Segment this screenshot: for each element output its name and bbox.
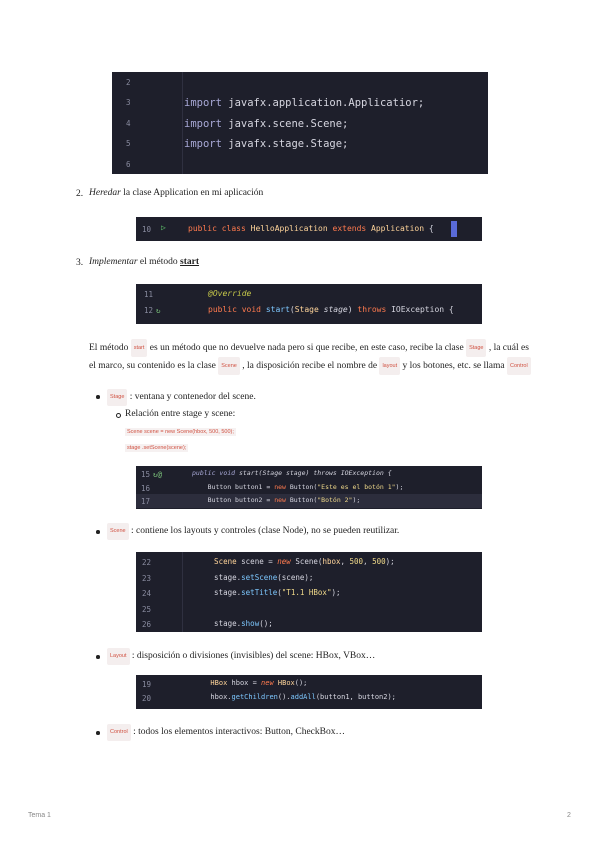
code-token: ().: [277, 693, 291, 701]
line-number: 22: [142, 558, 152, 567]
code-line: [188, 224, 434, 233]
code-line: [112, 154, 488, 174]
code-text: [202, 679, 307, 687]
code-line: [136, 494, 482, 508]
line-number: 26: [142, 620, 152, 629]
code-line: [112, 113, 488, 133]
code-token: Scene(: [295, 557, 323, 566]
list-number: 3.: [76, 258, 84, 268]
code-text: [192, 496, 360, 504]
code-line: [112, 133, 488, 153]
code-token: javafx.scene.Scene;: [228, 117, 349, 130]
code-token: getChildren: [231, 693, 278, 701]
line-number: 19: [142, 680, 152, 689]
bullet-scene: Scene : contiene los layouts y controles (clase Node), no se pueden reutilizar.: [107, 523, 399, 540]
code-token: HBox: [202, 679, 232, 687]
code-token: (button1, button2);: [315, 693, 396, 701]
code-text: [208, 289, 251, 298]
code-token: setTitle: [241, 588, 278, 597]
code-block-hbox: [136, 675, 482, 709]
code-block-class: [136, 217, 482, 241]
code-text: [192, 483, 403, 491]
code-token: public: [208, 305, 242, 314]
code-block-imports: [112, 72, 488, 174]
code-token: @Override: [208, 289, 252, 298]
code-token: stage.: [196, 572, 242, 582]
code-token: stage.: [196, 619, 242, 628]
code-token: );: [352, 496, 361, 504]
code-token: new: [261, 679, 278, 687]
code-line: [136, 691, 482, 705]
code-token: stage: [323, 305, 348, 314]
code-block-start: [136, 284, 482, 324]
code-line: [136, 467, 482, 481]
line-number: 4: [126, 118, 131, 128]
code-token: (scene);: [277, 572, 314, 582]
code-line: [136, 585, 482, 601]
code-token: ,: [340, 557, 350, 566]
code-token: Button button2 =: [192, 496, 275, 504]
code-snippet-setscene: stage .setScene(scene);: [127, 445, 187, 451]
line-number: 17: [141, 497, 151, 506]
code-block-buttons: [136, 466, 482, 509]
code-text: [192, 469, 392, 477]
line-number: 11: [144, 290, 154, 299]
code-token: hbox =: [231, 679, 262, 687]
code-token: hbox.: [202, 693, 232, 701]
code-token: setScene: [241, 572, 278, 582]
gutter-icon: ↻: [156, 306, 161, 315]
code-text: [184, 118, 348, 130]
run-icon: ▷: [161, 223, 166, 232]
line-number: 6: [126, 159, 131, 169]
line-number: 2: [126, 78, 131, 87]
code-token: 500: [372, 557, 386, 566]
code-line: [136, 302, 482, 318]
code-token: addAll: [290, 693, 316, 701]
code-token: 500: [349, 557, 364, 566]
code-line: [136, 601, 482, 617]
code-token: ,: [363, 557, 373, 566]
bullet-dot: [96, 395, 100, 399]
code-line: [136, 554, 482, 570]
code-text: [208, 305, 454, 314]
code-token: public: [188, 224, 222, 233]
code-token: Application: [371, 224, 429, 233]
line-number: 23: [142, 573, 152, 583]
code-token: HelloApplication: [250, 224, 333, 233]
list-number: 2.: [76, 189, 84, 199]
code-token: IOException {: [391, 305, 454, 314]
code-token: HBox: [277, 679, 295, 687]
bullet-stage: Stage : ventana y contenedor del scene.: [107, 389, 256, 406]
code-line: [112, 72, 488, 92]
code-token: start: [265, 305, 290, 314]
code-token: Button(: [289, 482, 318, 491]
code-token: class: [221, 224, 251, 233]
code-token: start(Stage stage) throws IOException {: [238, 469, 392, 477]
code-token: ();: [259, 619, 273, 628]
code-token: new: [274, 482, 290, 491]
code-token: throws: [357, 305, 392, 314]
code-token: void: [241, 305, 266, 314]
code-token: hbox: [322, 557, 341, 566]
code-token: new: [277, 557, 296, 566]
code-token: Button button1 =: [192, 482, 275, 491]
code-token: void: [219, 469, 239, 477]
sub-bullet-circle: [116, 413, 121, 418]
code-text: [196, 619, 273, 628]
code-token: ();: [294, 679, 308, 687]
bullet-dot: [96, 655, 100, 659]
code-token: public: [192, 469, 220, 477]
code-token: (: [289, 305, 295, 314]
code-text: [202, 693, 396, 701]
code-token: Scene: [196, 557, 242, 566]
code-line: [136, 570, 482, 586]
code-line: [136, 616, 482, 632]
bullet-layout: Layout : disposición o divisiones (invisibles) del scene: HBox, VBox…: [107, 648, 375, 665]
code-text: [196, 573, 313, 582]
line-number: 3: [126, 98, 131, 108]
code-line: [136, 481, 482, 495]
code-text: [184, 97, 424, 109]
code-text: [196, 557, 395, 566]
line-number: 5: [126, 139, 131, 149]
code-token: import: [184, 97, 229, 110]
bullet-dot: [96, 530, 100, 534]
code-token: (: [277, 588, 282, 597]
code-snippet-scene: Scene scene = new Scene(hbox, 500, 500);: [127, 429, 234, 435]
sub-bullet-relacion: Relación entre stage y scene:: [125, 409, 236, 419]
code-token: ): [347, 305, 358, 314]
list-item-implementar: Implementar el método start: [89, 257, 200, 267]
code-line: [112, 92, 488, 112]
page-number: 2: [567, 812, 571, 819]
code-token: );: [385, 557, 395, 566]
code-token: import: [184, 117, 229, 130]
line-number: 25: [142, 604, 152, 614]
code-token: javafx.stage.Stage;: [228, 138, 349, 151]
code-token: Stage: [294, 305, 324, 314]
code-token: javafx.application.Applicatior;: [228, 97, 425, 110]
code-token: new: [274, 496, 290, 504]
code-token: "Este es el botón 1": [317, 482, 396, 491]
line-number: 24: [142, 589, 152, 598]
list-item-heredar: Heredar la clase Application en mi aplicación: [89, 188, 264, 198]
code-line: [136, 286, 482, 302]
code-token: "T1.1 HBox": [281, 588, 332, 597]
line-number: 20: [142, 694, 152, 703]
line-number: 12: [144, 306, 154, 315]
bullet-control: Control : todos los elementos interactivos: Button, CheckBox…: [107, 724, 345, 741]
code-token: {: [428, 224, 434, 233]
code-token: "Botón 2": [317, 496, 353, 504]
code-token: );: [395, 482, 404, 491]
code-token: stage.: [196, 588, 242, 597]
code-token: extends: [332, 224, 372, 233]
footer-left: Tema 1: [28, 812, 51, 819]
gutter-icon: ↻@: [153, 470, 163, 479]
line-number: 10: [142, 225, 152, 234]
code-token: show: [241, 619, 260, 628]
code-block-scene: [136, 552, 482, 632]
code-token: Button(: [289, 496, 318, 504]
code-text: [196, 588, 341, 597]
line-number: 16: [141, 483, 151, 493]
code-token: );: [331, 588, 341, 597]
code-token: import: [184, 138, 229, 151]
code-token: scene =: [241, 557, 278, 566]
paragraph-metodo-start: El método start es un método que no devuelve nada pero si que recibe, en este caso, recibe la clase Stage , la cuál es el marco, su contenido es la clase Scene , la disposición recibe el nombre de layout y los botones, etc. se llama Control: [89, 339, 537, 375]
code-line: [136, 677, 482, 691]
code-text: [184, 138, 348, 150]
line-number: 15: [141, 470, 151, 479]
bullet-dot: [96, 731, 100, 735]
cursor-icon: [451, 221, 457, 237]
